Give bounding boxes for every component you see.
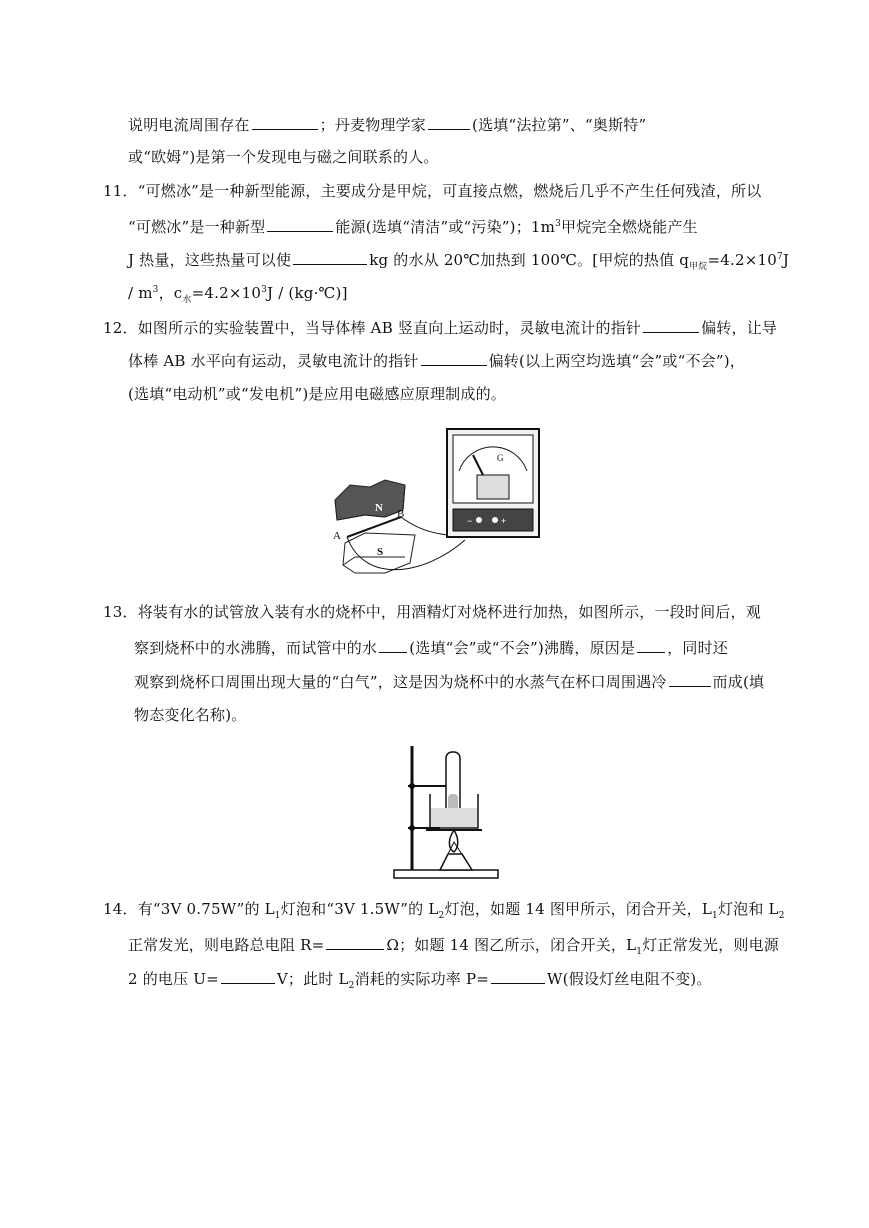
terminal-positive (492, 517, 498, 523)
figure-label-plus: + (501, 516, 507, 526)
figure-label-n: N (375, 502, 383, 514)
answer-blank[interactable] (428, 114, 470, 130)
q11-line-4: / $m^3$，$c_水=4.2\times 10^3J$ / (kg·℃)] (128, 284, 348, 305)
question-number: 11． (103, 182, 138, 200)
answer-blank[interactable] (637, 637, 665, 653)
q10-line-2: 或“欧姆”)是第一个发现电与磁之间联系的人。 (128, 148, 439, 166)
figure-label-a: A (333, 530, 341, 542)
figure-label-minus: − (467, 516, 473, 526)
q12-line-1: 12．如图所示的实验装置中，当导体棒 AB 竖直向上运动时，灵敏电流计的指针 偏转，让导 (103, 319, 778, 337)
answer-blank[interactable] (379, 637, 407, 653)
q13-line-2: 察到烧杯中的水沸腾，而试管中的水 (选填“会”或“不会”)沸腾，原因是 ，同时还 (134, 639, 728, 657)
answer-blank[interactable] (267, 216, 333, 232)
terminal-negative (476, 517, 482, 523)
q11-line-3: J 热量，这些热量可以使 kg 的水从 20℃加热到 100℃。[甲烷的热值 $q_{甲烷}=4.2\times 10^7J$ (128, 251, 790, 272)
question-number: 12． (103, 319, 138, 337)
question-number: 14． (103, 900, 138, 918)
question-number: 13． (103, 603, 138, 621)
figure-label-s: S (377, 546, 384, 558)
q13-line-4: 物态变化名称)。 (134, 706, 247, 724)
q11-line-2: “可燃冰”是一种新型 能源(选填“清洁”或“污染”)；$1m^3$甲烷完全燃烧能产生 (128, 218, 698, 236)
q14-line-3: 2 的电压 U= V；此时 $L_2$消耗的实际功率 P= W(假设灯丝电阻不变)。 (128, 970, 712, 991)
answer-blank[interactable] (491, 968, 545, 984)
figure-label-b: B (397, 508, 405, 520)
figure-label-g: G (497, 453, 504, 463)
electromagnetic-induction-figure (325, 425, 545, 585)
answer-blank[interactable] (421, 350, 487, 366)
q14-line-2: 正常发光，则电路总电阻 R= Ω；如题 14 图乙所示，闭合开关，$L_1$灯正常发光，则电源 (128, 936, 780, 957)
answer-blank[interactable] (221, 968, 275, 984)
boiling-experiment-figure (392, 742, 502, 882)
q14-line-1: 14．有“3V 0.75W”的 $L_1$灯泡和“3V 1.5W”的 $L_2$灯泡，如题 14 图甲所示，闭合开关，$L_1$灯泡和 $L_2$ (103, 900, 785, 921)
magnet-north-block (335, 480, 405, 520)
answer-blank[interactable] (326, 934, 384, 950)
answer-blank[interactable] (669, 671, 711, 687)
q12-line-2: 体棒 AB 水平向有运动，灵敏电流计的指针 偏转(以上两空均选填“会”或“不会”)， (128, 352, 745, 370)
q10-line-1: 说明电流周围存在 ；丹麦物理学家 (选填“法拉第”、“奥斯特” (128, 116, 647, 134)
q11-line-1: 11．“可燃冰”是一种新型能源，主要成分是甲烷，可直接点燃，燃烧后几乎不产生任何残渣，所以 (103, 182, 762, 200)
answer-blank[interactable] (643, 317, 699, 333)
q13-line-3: 观察到烧杯口周围出现大量的“白气”，这是因为烧杯中的水蒸气在杯口周围遇冷 而成(填 (134, 673, 765, 691)
q12-line-3: (选填“电动机”或“发电机”)是应用电磁感应原理制成的。 (128, 385, 506, 403)
stand-base (394, 870, 498, 878)
answer-blank[interactable] (252, 114, 318, 130)
answer-blank[interactable] (293, 249, 367, 265)
q13-line-1: 13．将装有水的试管放入装有水的烧杯中，用酒精灯对烧杯进行加热，如图所示，一段时间后，观 (103, 603, 761, 621)
